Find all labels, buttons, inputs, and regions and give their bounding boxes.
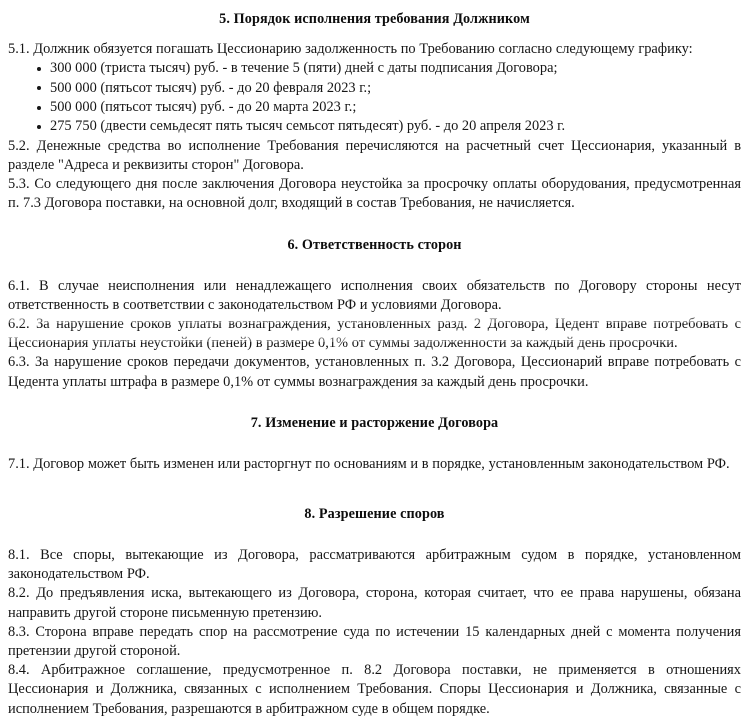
spacer [8, 474, 741, 505]
bullet-dot-icon [37, 125, 41, 129]
list-item-label: 500 000 (пятьсот тысяч) руб. - до 20 февраля 2023 г.; [50, 79, 372, 96]
list-item-label: 500 000 (пятьсот тысяч) руб. - до 20 марта 2023 г.; [50, 99, 357, 116]
list-item [8, 98, 741, 117]
bullet-dot-icon [37, 86, 41, 90]
paragraph-6-3: 6.3. За нарушение сроков передачи документов, установленных п. 3.2 Договора, Цессионарий вправе потребовать с Цедента уплаты штрафа в размере 0,1% от суммы вознаграждения за каждый день просрочки. [8, 354, 741, 390]
top-spacer [8, 0, 741, 10]
list-item-label: 300 000 (триста тысяч) руб. - в течение 5 (пяти) дней с даты подписания Договора; [50, 60, 558, 77]
list-item [8, 79, 741, 98]
paragraph-5-2: 5.2. Денежные средства во исполнение Требования перечисляются на расчетный счет Цессионария, указанный в разделе "Адреса и реквизиты сторон" Договора. [8, 137, 741, 174]
spacer [8, 255, 741, 277]
section-heading-8: 8. Разрешение споров [304, 506, 445, 523]
paragraph-8-1: 8.1. Все споры, вытекающие из Договора, рассматриваются арбитражным судом в порядке, установленном законодательством РФ. [8, 547, 741, 583]
spacer [8, 392, 741, 414]
spacer [8, 214, 741, 236]
spacer [8, 524, 741, 546]
paragraph-8-2: 8.2. До предъявления иска, вытекающего из Договора, сторона, которая считает, что ее права нарушены, обязана направить другой стороне письменную претензию. [8, 585, 741, 621]
bullet-dot-icon [37, 67, 41, 71]
list-item [8, 59, 741, 78]
paragraph-6-2: 6.2. За нарушение сроков уплаты вознаграждения, установленных разд. 2 Договора, Цедент вправе потребовать с Цессионария уплаты неустойки (пеней) в размере 0,1% от суммы задолженности за каждый день просрочки. [8, 316, 741, 352]
spacer [8, 29, 741, 40]
paragraph-8-3: 8.3. Сторона вправе передать спор на рассмотрение суда по истечении 15 календарных дней с момента получения претензии другой стороной. [8, 623, 741, 660]
paragraph-5-3: 5.3. Со следующего дня после заключения Договора неустойка за просрочку оплаты оборудования, предусмотренная п. 7.3 Договора поставки, на основной долг, входящий в состав Требования, не начисляется. [8, 176, 741, 212]
section-heading-6: 6. Ответственность сторон [287, 236, 462, 253]
paragraph-8-4: 8.4. Арбитражное соглашение, предусмотренное п. 8.2 Договора поставки, не применяется в отношениях Цессионария и Должника, связанных с исполнением Требования. Споры Цессионария и Должника, связанные с исполнением Требования, разрешаются в арбитражном суде в общем порядке. [8, 662, 741, 717]
paragraph-7-1: 7.1. Договор может быть изменен или расторгнут по основаниям и в порядке, установленным законодательством РФ. [8, 455, 730, 472]
payment-schedule-list [8, 59, 741, 137]
paragraph-5-1: 5.1. Должник обязуется погашать Цессионарию задолженность по Требованию согласно следующему графику: [8, 41, 693, 57]
spacer [8, 433, 741, 455]
section-heading-7: 7. Изменение и расторжение Договора [250, 414, 499, 431]
section-heading-5: 5. Порядок исполнения требования Должником [219, 11, 530, 27]
list-item [8, 117, 741, 136]
list-item-label: 275 750 (двести семьдесят пять тысяч семьсот пятьдесят) руб. - до 20 апреля 2023 г. [50, 118, 566, 135]
bullet-dot-icon [37, 106, 41, 110]
paragraph-6-1: 6.1. В случае неисполнения или ненадлежащего исполнения своих обязательств по Договору стороны несут ответственность в соответствии с законодательством РФ и условиями Договора. [8, 277, 741, 313]
